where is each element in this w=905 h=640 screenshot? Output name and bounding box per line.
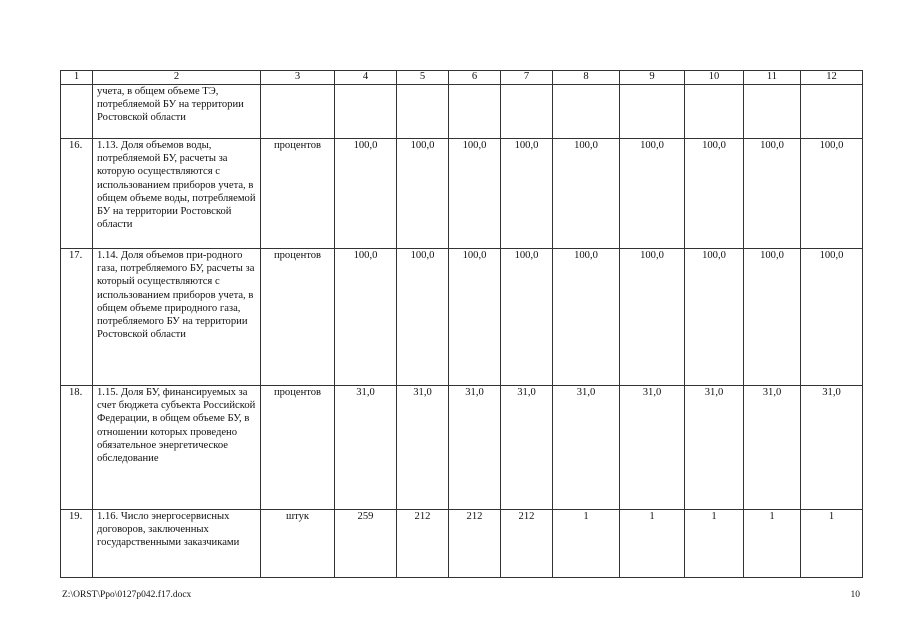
value-cell: 100,0 [397,249,449,386]
indicators-table [60,70,863,578]
indicator-name: 1.16. Число энергосервисных договоров, заключенных государственными заказчиками [93,510,261,578]
value-cell: 259 [335,510,397,578]
header-cell: 4 [335,71,397,85]
value-cell: 100,0 [744,139,801,249]
value-cell [620,85,685,139]
header-cell: 10 [685,71,744,85]
row-number: 16. [61,139,93,249]
table-row [61,139,863,249]
value-cell [744,85,801,139]
header-cell: 2 [93,71,261,85]
value-cell: 1 [744,510,801,578]
value-cell: 100,0 [620,139,685,249]
value-cell [335,85,397,139]
value-cell [397,85,449,139]
value-cell [801,85,863,139]
row-number: 18. [61,386,93,510]
value-cell: 31,0 [553,386,620,510]
row-number [61,85,93,139]
header-cell: 5 [397,71,449,85]
header-cell: 8 [553,71,620,85]
indicator-name: 1.13. Доля объемов воды, потребляемой БУ, расчеты за которую осуществляются с использованием приборов учета, в общем объеме воды, потребляемой БУ на территории Ростовской области [93,139,261,249]
value-cell: 100,0 [553,249,620,386]
header-cell: 7 [501,71,553,85]
value-cell: 100,0 [335,139,397,249]
value-cell [553,85,620,139]
indicator-name: 1.14. Доля объемов при-родного газа, потребляемого БУ, расчеты за который осуществляются с использованием приборов учета, в общем объеме природного газа, потребляемого БУ на территории Ростовской области [93,249,261,386]
indicator-name: учета, в общем объеме ТЭ, потребляемой БУ на территории Ростовской области [93,85,261,139]
unit-cell: процентов [261,386,335,510]
value-cell: 100,0 [397,139,449,249]
page-number: 10 [850,590,860,600]
value-cell [685,85,744,139]
value-cell: 31,0 [335,386,397,510]
value-cell [501,85,553,139]
value-cell: 100,0 [801,139,863,249]
value-cell [449,85,501,139]
value-cell: 212 [501,510,553,578]
value-cell: 31,0 [620,386,685,510]
value-cell: 1 [801,510,863,578]
table-header-row [61,71,863,85]
header-cell: 12 [801,71,863,85]
table-row [61,85,863,139]
value-cell: 31,0 [685,386,744,510]
header-cell: 1 [61,71,93,85]
value-cell: 100,0 [449,139,501,249]
value-cell: 31,0 [801,386,863,510]
value-cell: 100,0 [335,249,397,386]
value-cell: 100,0 [744,249,801,386]
value-cell: 31,0 [501,386,553,510]
value-cell: 1 [620,510,685,578]
value-cell: 100,0 [620,249,685,386]
value-cell: 212 [397,510,449,578]
value-cell: 100,0 [801,249,863,386]
unit-cell [261,85,335,139]
value-cell: 100,0 [685,249,744,386]
value-cell: 100,0 [449,249,501,386]
value-cell: 100,0 [553,139,620,249]
table-row [61,249,863,386]
value-cell: 31,0 [744,386,801,510]
header-cell: 6 [449,71,501,85]
table-row [61,510,863,578]
value-cell: 1 [553,510,620,578]
row-number: 19. [61,510,93,578]
unit-cell: процентов [261,249,335,386]
value-cell: 100,0 [501,139,553,249]
row-number: 17. [61,249,93,386]
unit-cell: штук [261,510,335,578]
value-cell: 100,0 [501,249,553,386]
unit-cell: процентов [261,139,335,249]
table-row [61,386,863,510]
header-cell: 9 [620,71,685,85]
indicator-name: 1.15. Доля БУ, финансируемых за счет бюджета субъекта Российской Федерации, в общем объеме БУ, в отношении которых проведено обязательное энергетическое обследование [93,386,261,510]
header-cell: 3 [261,71,335,85]
value-cell: 100,0 [685,139,744,249]
value-cell: 31,0 [449,386,501,510]
value-cell: 1 [685,510,744,578]
header-cell: 11 [744,71,801,85]
value-cell: 212 [449,510,501,578]
value-cell: 31,0 [397,386,449,510]
footer-file-path: Z:\ORST\Ppo\0127p042.f17.docx [62,590,192,600]
